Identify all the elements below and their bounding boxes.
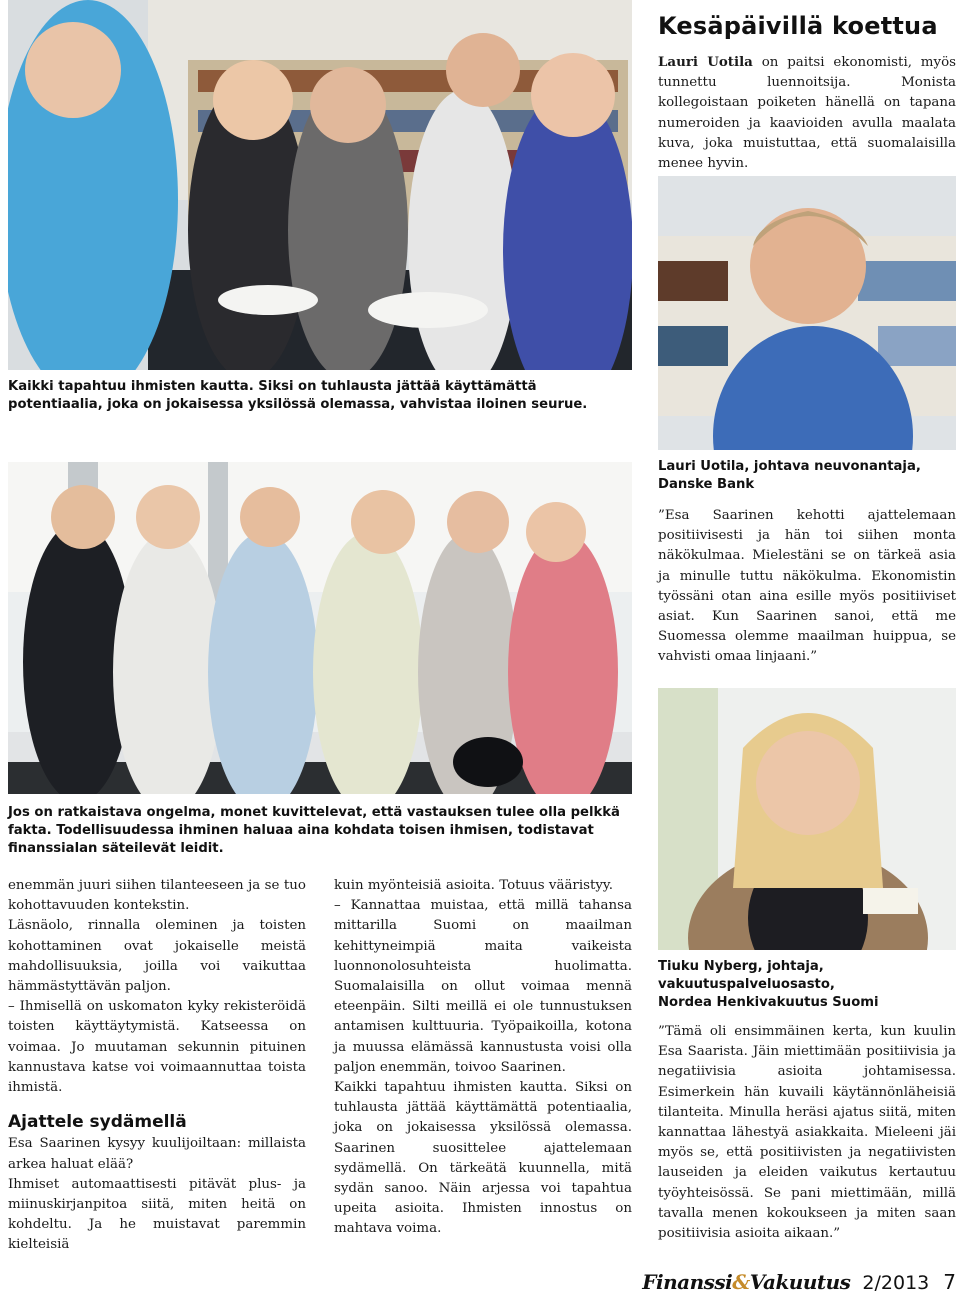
footer-issue: 2/2013 [862,1272,930,1294]
photo-caption-middle: Jos on ratkaistava ongelma, monet kuvittelevat, että vastauksen tulee olla pelkkä fakta. Todellisuudessa ihminen haluaa aina kohdata toisen ihmisen, todistavat finanssialan säteilevät leidit. [8,805,620,856]
photo-group-six-women [8,462,632,794]
sidebar-intro [658,52,956,174]
sidebar-intro-text: on paitsi ekonomisti, myös tunnettu luennoitsija. Monista kollegoistaan poiketen hänellä on tapana numeroiden ja kaavioiden avulla maalata kuva, joka muistuttaa, että suomalaisilla menee hyvin. [658,55,957,172]
footer [642,1270,956,1298]
body-column-1 [8,876,306,1256]
footer-page-number: 7 [943,1270,956,1294]
footer-brand-part2: Vakuutus [749,1270,851,1294]
photo-lauri-uotila [658,176,956,450]
column2-paragraph-2: – Kannattaa muistaa, että millä tahansa mittarilla Suomi on maailman kehittyneimpiä maita vaikeista luonnonolosuhteista huolimatta. Suomalaisilla on ollut voimaa mennä eteenpäin. Silti meillä ei ole tunnustuksen antamisen kulttuuria. Työpaikoilla, kotona ja muussa elämässä kannustusta voisi olla paljon enemmän, toivoo Saarinen. [334,898,632,1075]
column2-paragraph-3: Kaikki tapahtuu ihmisten kautta. Siksi on tuhlausta jättää käyttämättä potentiaalia, joka on jokaisessa yksilössä olemassa. Saarinen suosittelee ajattelemaan sydämellä. On tärkeätä kuunnella, mitä sydän sanoo. Näin arjessa voi tapahtua upeita asioita. Ihmisten innostus on mahtava voima. [334,1080,632,1237]
footer-brand [642,1270,850,1294]
column1-subhead: Ajattele sydämellä [8,1112,187,1133]
column1-paragraph-4: Esa Saarinen kysyy kuulijoiltaan: millaista arkea haluat elää? [8,1136,306,1172]
body-column-2 [334,876,632,1240]
footer-brand-amp: & [732,1270,750,1294]
sidebar-person1-quote: ”Esa Saarinen kehotti ajattelemaan positiivisesti ja hän toi siihen monta näkökulmaa. Mielestäni se on tärkeä asia ja minulle tuttu näkökulma. Ekonomistin työssäni otan aina esille myös positiiviset asiat. Kun Saarinen sanoi, että me Suomessa olemme maailman huippua, se vahvisti omaa linjaani.” [658,508,956,665]
person2-caption-line1: Tiuku Nyberg, johtaja, [658,959,824,974]
photo-tiuku-nyberg [658,688,956,950]
column1-paragraph-3: – Ihmisellä on uskomaton kyky rekisteröidä toisten käyttäytymistä. Katseessa on voimaa. Jo muutaman sekunnin pituinen kannustava katse voi voimaannuttaa toista ihmistä. [8,999,306,1096]
sidebar-person2-caption [658,958,958,1012]
person1-caption-line2: Danske Bank [658,477,755,492]
person2-caption-line3: Nordea Henkivakuutus Suomi [658,995,879,1010]
sidebar-person1-caption [658,458,958,494]
photo-caption-top: Kaikki tapahtuu ihmisten kautta. Siksi on tuhlausta jättää käyttämättä potentiaalia, joka on jokaisessa yksilössä olemassa, vahvistaa iloinen seurue. [8,379,588,412]
column2-paragraph-1: kuin myönteisiä asioita. Totuus vääristyy. [334,878,613,893]
sidebar-intro-name: Lauri Uotila [658,54,753,70]
sidebar-person2-quote: ”Tämä oli ensimmäinen kerta, kun kuulin Esa Saarista. Jäin miettimään positiivisia ja negatiivisia asioita johtamisessa. Esimerkein hän kuvaili käytännönläheisiä tilanteita. Minulla heräsi ajatus siitä, miten kannattaa lähestyä asiakkaita. Mieleeni jäi myös se, että positiivisten ja negatiivisten lauseiden ja eleiden vaikutus kertautuu työyhteisössä. Se pani miettimään, millä tavalla menen kokoukseen ja miten saan positiivisia asioita aikaan.” [658,1024,956,1242]
person1-caption-line1: Lauri Uotila, johtava neuvonantaja, [658,459,921,474]
column1-paragraph-2: Läsnäolo, rinnalla oleminen ja toisten kohottaminen ovat jokaiselle meistä mahdollisuuksia, joilla voi vaikuttaa hämmästyttävän paljon. [8,918,306,995]
column1-paragraph-1: enemmän juuri siihen tilanteeseen ja se tuo kohottavuuden kontekstin. [8,878,306,914]
person2-caption-line2: vakuutuspalveluosasto, [658,977,835,992]
photo-group-five-women [8,0,632,370]
sidebar-title: Kesäpäivillä koettua [658,12,938,40]
column1-paragraph-5: Ihmiset automaattisesti pitävät plus- ja miinuskirjanpitoa siitä, miten heitä on kohdeltu. Ja he muistavat paremmin kielteisiä [8,1176,306,1253]
footer-brand-part1: Finanssi [642,1270,733,1294]
